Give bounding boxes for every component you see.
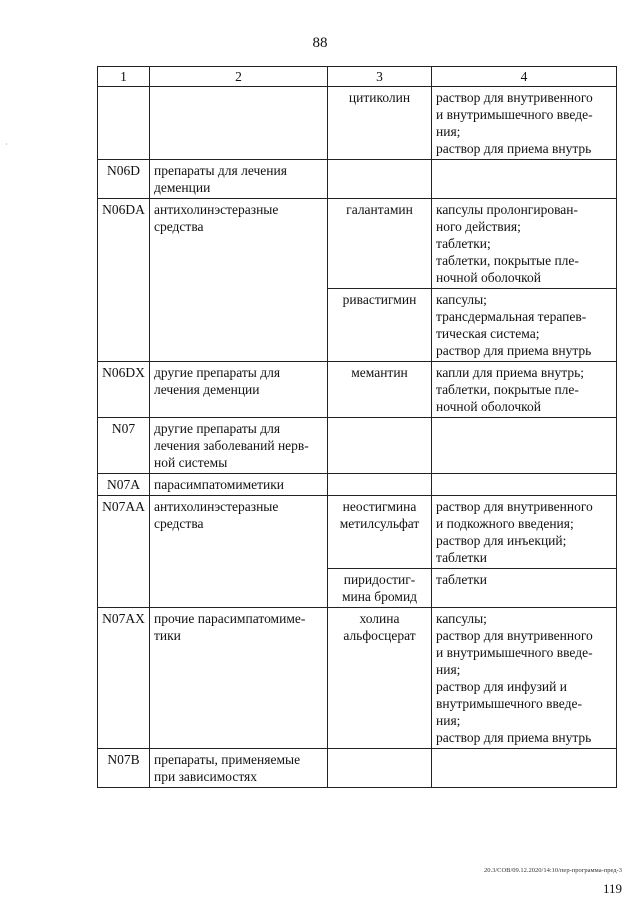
drug-name-cell	[328, 474, 432, 496]
drug-name-cell-line: ривастигмин	[342, 292, 417, 307]
table-body	[98, 87, 617, 788]
drug-name-cell-line: альфосцерат	[343, 628, 416, 643]
page-number-top: 88	[312, 35, 328, 51]
group-name-cell-line: при зависимостях	[154, 769, 258, 784]
header-col-1: 1	[98, 67, 150, 87]
dosage-form-cell-line: внутримышечного введе-	[436, 696, 582, 711]
group-name-cell-line: другие препараты для	[154, 421, 281, 436]
dosage-form-cell	[432, 289, 617, 362]
group-name-cell-line: ной системы	[154, 455, 228, 470]
dosage-form-cell	[432, 474, 617, 496]
group-name-cell-line: прочие парасимпатомиме-	[154, 611, 306, 626]
drug-name-cell-line: галантамин	[346, 202, 413, 217]
drug-name-cell	[328, 199, 432, 289]
dosage-form-cell-line: ния;	[436, 124, 461, 139]
dosage-form-cell-line: ночной оболочкой	[436, 270, 541, 285]
drug-name-cell	[328, 608, 432, 749]
dosage-form-cell	[432, 362, 617, 418]
table-row	[98, 608, 617, 749]
dosage-form-cell	[432, 418, 617, 474]
document-code: 20.3/СОВ/09.12.2020/14:10/пер-программа-пред-3	[483, 867, 622, 874]
atc-code-cell	[98, 87, 150, 160]
header-col-2: 2	[150, 67, 328, 87]
drug-name-cell-line: цитиколин	[348, 90, 411, 105]
dosage-form-cell-line: таблетки	[436, 572, 488, 587]
drug-name-cell-line: мемантин	[351, 365, 408, 380]
drug-name-cell-line: мина бромид	[341, 589, 418, 604]
atc-code-cell: N07A	[98, 474, 150, 496]
dosage-form-cell-line: раствор для инъекций;	[436, 533, 567, 548]
dosage-form-cell	[432, 199, 617, 289]
drug-name-cell	[328, 749, 432, 788]
dosage-form-cell	[432, 87, 617, 160]
dosage-form-cell-line: капсулы;	[436, 292, 487, 307]
group-name-cell-line: тики	[154, 628, 181, 643]
dosage-form-cell-line: капсулы пролонгирован-	[436, 202, 578, 217]
drug-name-cell	[328, 160, 432, 199]
atc-code-cell: N07	[98, 418, 150, 474]
group-name-cell	[150, 87, 328, 160]
dosage-form-cell-line: ного действия;	[436, 219, 521, 234]
header-col-4: 4	[432, 67, 617, 87]
drug-name-cell	[328, 418, 432, 474]
group-name-cell-line: антихолинэстеразные	[154, 202, 279, 217]
atc-code-cell: N06DA	[98, 199, 150, 362]
drug-name-cell-line: неостигмина	[342, 499, 417, 514]
dosage-form-cell-line: ночной оболочкой	[436, 399, 541, 414]
drug-name-cell	[328, 569, 432, 608]
dosage-form-cell-line: таблетки;	[436, 236, 491, 251]
page-number-bottom: 119	[602, 881, 622, 896]
dosage-form-cell-line: раствор для инфузий и	[436, 679, 567, 694]
atc-code-cell: N07B	[98, 749, 150, 788]
table-row	[98, 87, 617, 160]
group-name-cell-line: другие препараты для	[154, 365, 281, 380]
dosage-form-cell-line: и внутримышечного введе-	[436, 107, 593, 122]
group-name-cell	[150, 362, 328, 418]
dosage-form-cell	[432, 496, 617, 569]
group-name-cell-line: деменции	[154, 180, 211, 195]
dosage-form-cell-line: раствор для приема внутрь	[436, 343, 592, 358]
drug-name-cell	[328, 362, 432, 418]
dosage-form-cell-line: капсулы;	[436, 611, 487, 626]
dosage-form-cell	[432, 749, 617, 788]
group-name-cell	[150, 418, 328, 474]
table-row	[98, 749, 617, 788]
group-name-cell	[150, 474, 328, 496]
group-name-cell-line: средства	[154, 219, 204, 234]
table-row	[98, 474, 617, 496]
dosage-form-cell-line: таблетки, покрытые пле-	[436, 382, 579, 397]
table-row	[98, 160, 617, 199]
dosage-form-cell-line: ния;	[436, 662, 461, 677]
dosage-form-cell-line: и внутримышечного введе-	[436, 645, 593, 660]
dosage-form-cell-line: тическая система;	[436, 326, 540, 341]
dosage-form-cell-line: раствор для внутривенного	[436, 90, 593, 105]
table-row	[98, 362, 617, 418]
group-name-cell-line: парасимпатомиметики	[154, 477, 285, 492]
margin-mark: ·	[5, 140, 8, 149]
dosage-form-cell-line: раствор для приема внутрь	[436, 730, 592, 745]
dosage-form-cell-line: трансдермальная терапев-	[436, 309, 587, 324]
atc-code-cell: N06D	[98, 160, 150, 199]
drug-name-cell-line: метилсульфат	[339, 516, 420, 531]
dosage-form-cell-line: и подкожного введения;	[436, 516, 574, 531]
group-name-cell-line: лечения заболеваний нерв-	[154, 438, 309, 453]
dosage-form-cell-line: таблетки	[436, 550, 488, 565]
drug-name-cell-line: пиридостиг-	[343, 572, 416, 587]
header-col-3: 3	[328, 67, 432, 87]
table-row	[98, 199, 617, 289]
dosage-form-cell-line: таблетки, покрытые пле-	[436, 253, 579, 268]
table-row	[98, 418, 617, 474]
group-name-cell	[150, 160, 328, 199]
dosage-form-cell	[432, 608, 617, 749]
dosage-form-cell	[432, 160, 617, 199]
dosage-form-cell-line: раствор для внутривенного	[436, 499, 593, 514]
group-name-cell-line: препараты для лечения	[154, 163, 287, 178]
drug-name-cell-line: холина	[359, 611, 400, 626]
group-name-cell	[150, 608, 328, 749]
atc-code-cell: N07AA	[98, 496, 150, 608]
drug-name-cell	[328, 87, 432, 160]
group-name-cell-line: средства	[154, 516, 204, 531]
group-name-cell	[150, 496, 328, 608]
drug-name-cell	[328, 496, 432, 569]
group-name-cell	[150, 749, 328, 788]
drug-table	[97, 66, 617, 788]
dosage-form-cell-line: раствор для приема внутрь	[436, 141, 592, 156]
dosage-form-cell-line: раствор для внутривенного	[436, 628, 593, 643]
dosage-form-cell-line: ния;	[436, 713, 461, 728]
drug-name-cell	[328, 289, 432, 362]
group-name-cell-line: антихолинэстеразные	[154, 499, 279, 514]
group-name-cell-line: препараты, применяемые	[154, 752, 301, 767]
table-row	[98, 496, 617, 569]
group-name-cell	[150, 199, 328, 362]
atc-code-cell: N07AX	[98, 608, 150, 749]
dosage-form-cell	[432, 569, 617, 608]
atc-code-cell: N06DX	[98, 362, 150, 418]
group-name-cell-line: лечения деменции	[154, 382, 260, 397]
header-row	[98, 67, 617, 87]
dosage-form-cell-line: капли для приема внутрь;	[436, 365, 584, 380]
